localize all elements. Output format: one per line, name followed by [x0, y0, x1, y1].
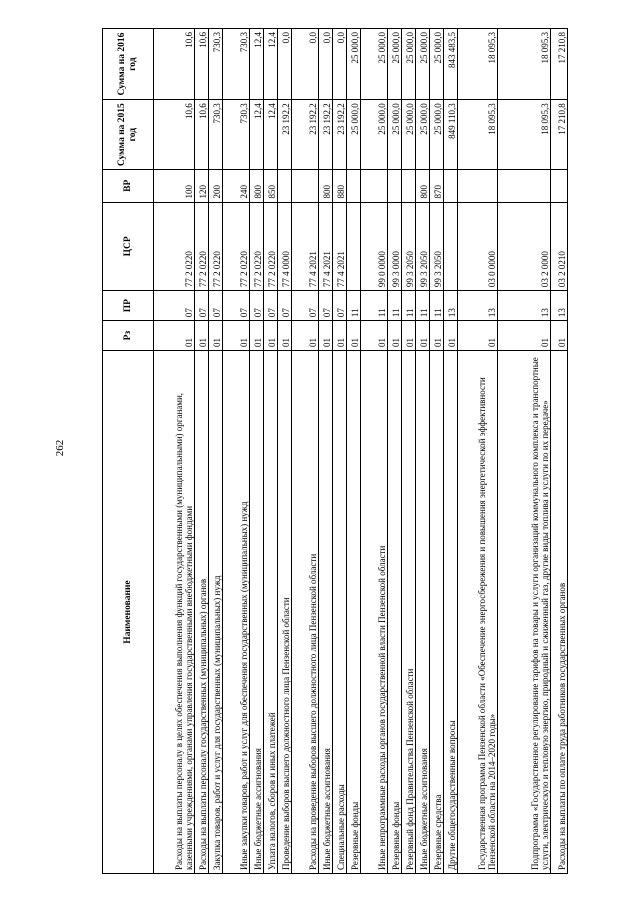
- row-vr: [498, 170, 551, 202]
- row-rz: 01: [264, 321, 278, 351]
- row-rz: 01: [195, 321, 209, 351]
- row-pr: 11: [361, 291, 388, 321]
- row-sum-2016: 17 210,8: [551, 29, 568, 100]
- table-row: [278, 29, 292, 874]
- row-sum-2015: 849 110,3: [444, 100, 458, 170]
- row-vr: [347, 170, 361, 202]
- row-pr: 07: [154, 291, 195, 321]
- row-csr: 77 2 0220: [264, 202, 278, 291]
- row-name: Проведение выборов высшего должностного лица Пензенской области: [278, 351, 292, 874]
- table-row: [223, 29, 250, 874]
- row-sum-2015: 25 000,0: [361, 100, 388, 170]
- row-csr: [444, 202, 458, 291]
- row-vr: 880: [333, 170, 347, 202]
- row-rz: 01: [209, 321, 223, 351]
- row-sum-2016: 25 000,0: [416, 29, 430, 100]
- row-sum-2016: 18 095,3: [458, 29, 498, 100]
- row-sum-2015: 25 000,0: [416, 100, 430, 170]
- rotated-page: [102, 28, 567, 874]
- row-vr: 800: [319, 170, 333, 202]
- row-sum-2016: 25 000,0: [347, 29, 361, 100]
- header-row: [103, 29, 154, 874]
- row-vr: 100: [154, 170, 195, 202]
- row-csr: 99 3 2050: [416, 202, 430, 291]
- row-name: Расходы на проведение выборов высшего должностного лица Пензенской области: [292, 351, 319, 874]
- row-sum-2015: 10,6: [195, 100, 209, 170]
- row-csr: 77 2 0220: [195, 202, 209, 291]
- table-row: [154, 29, 195, 874]
- row-pr: 07: [319, 291, 333, 321]
- row-pr: 13: [498, 291, 551, 321]
- row-csr: 77 4 2021: [333, 202, 347, 291]
- column-header-pr: ПР: [103, 291, 154, 321]
- row-sum-2016: 25 000,0: [388, 29, 402, 100]
- row-vr: 240: [223, 170, 250, 202]
- row-pr: 07: [278, 291, 292, 321]
- table-row: [250, 29, 264, 874]
- row-pr: 07: [223, 291, 250, 321]
- row-pr: 07: [209, 291, 223, 321]
- row-sum-2015: 730,3: [223, 100, 250, 170]
- row-pr: 13: [458, 291, 498, 321]
- row-sum-2015: 25 000,0: [347, 100, 361, 170]
- row-rz: 01: [551, 321, 568, 351]
- row-pr: 11: [402, 291, 416, 321]
- row-pr: 07: [250, 291, 264, 321]
- row-sum-2015: 12,4: [264, 100, 278, 170]
- row-name: Расходы на выплаты персоналу государственных (муниципальных) органов: [195, 351, 209, 874]
- row-sum-2016: 12,4: [250, 29, 264, 100]
- column-header-rz: Рз: [103, 321, 154, 351]
- row-name: Иные бюджетные ассигнования: [319, 351, 333, 874]
- row-rz: 01: [319, 321, 333, 351]
- row-csr: 77 2 0220: [209, 202, 223, 291]
- row-csr: 03 2 0000: [498, 202, 551, 291]
- row-rz: 01: [388, 321, 402, 351]
- table-row: [292, 29, 319, 874]
- table-row: [430, 29, 444, 874]
- row-csr: 99 3 0000: [388, 202, 402, 291]
- table-row: [195, 29, 209, 874]
- row-sum-2015: 10,6: [154, 100, 195, 170]
- row-sum-2016: 25 000,0: [430, 29, 444, 100]
- row-vr: [292, 170, 319, 202]
- row-csr: 77 4 0000: [278, 202, 292, 291]
- row-pr: 11: [430, 291, 444, 321]
- row-sum-2015: 23 192,2: [319, 100, 333, 170]
- table-row: [209, 29, 223, 874]
- page-number: 262: [54, 439, 66, 457]
- row-sum-2015: 17 210,8: [551, 100, 568, 170]
- row-vr: 800: [250, 170, 264, 202]
- row-sum-2016: 25 000,0: [361, 29, 388, 100]
- row-sum-2015: 12,4: [250, 100, 264, 170]
- row-name: Иные бюджетные ассигнования: [250, 351, 264, 874]
- row-pr: 11: [416, 291, 430, 321]
- table-row: [319, 29, 333, 874]
- column-header-sum-2015: Сумма на 2015 год: [103, 100, 154, 170]
- row-pr: 07: [264, 291, 278, 321]
- row-csr: 77 2 0220: [154, 202, 195, 291]
- column-header-name: Наименование: [103, 351, 154, 874]
- row-name: Резервный фонд Правительства Пензенской области: [402, 351, 416, 874]
- column-header-sum-2016: Сумма на 2016 год: [103, 29, 154, 100]
- row-sum-2016: 0,0: [292, 29, 319, 100]
- table-row: [551, 29, 568, 874]
- row-sum-2016: 12,4: [264, 29, 278, 100]
- row-rz: 01: [333, 321, 347, 351]
- row-name: Закупка товаров, работ и услуг для государственных (муниципальных) нужд: [209, 351, 223, 874]
- row-sum-2015: 23 192,2: [278, 100, 292, 170]
- row-csr: 77 4 2021: [319, 202, 333, 291]
- row-vr: [551, 170, 568, 202]
- row-csr: [347, 202, 361, 291]
- row-rz: 01: [444, 321, 458, 351]
- row-name: Иные закупки товаров, работ и услуг для обеспечения государственных (муниципальных) нужд: [223, 351, 250, 874]
- row-pr: 13: [551, 291, 568, 321]
- budget-table: [102, 28, 568, 874]
- row-vr: [361, 170, 388, 202]
- row-csr: 77 2 0220: [223, 202, 250, 291]
- row-pr: 07: [333, 291, 347, 321]
- row-rz: 01: [154, 321, 195, 351]
- table-row: [416, 29, 430, 874]
- column-header-csr: ЦСР: [103, 202, 154, 291]
- row-sum-2016: 10,6: [195, 29, 209, 100]
- row-name: Подпрограмма «Государственное регулирование тарифов на товары и услуги организаций коммунального комплекса и транспортные услуги, электрическую и тепловую энергию, природный и сжиженный газ, другие виды топлива и услуги по их передаче»: [498, 351, 551, 874]
- row-sum-2016: 730,3: [209, 29, 223, 100]
- row-rz: 01: [458, 321, 498, 351]
- row-name: Иные бюджетные ассигнования: [416, 351, 430, 874]
- table-row: [264, 29, 278, 874]
- row-sum-2016: 25 000,0: [402, 29, 416, 100]
- row-name: Резервные фонды: [347, 351, 361, 874]
- row-rz: 01: [361, 321, 388, 351]
- table-row: [388, 29, 402, 874]
- row-rz: 01: [430, 321, 444, 351]
- column-header-vr: ВР: [103, 170, 154, 202]
- row-sum-2015: 25 000,0: [430, 100, 444, 170]
- row-sum-2016: 0,0: [333, 29, 347, 100]
- row-name: Расходы на выплаты персоналу в целях обеспечения выполнения функций государственными (муниципальными) органами, казенными учреждениями, органами управления государственными внебюджетными фондами: [154, 351, 195, 874]
- row-csr: 03 2 0210: [551, 202, 568, 291]
- table-body: [154, 29, 568, 874]
- row-name: Государственная программа Пензенской области «Обеспечение энергосбережения и повышения энергетической эффективности Пензенской области на 2014–2020 годы»: [458, 351, 498, 874]
- row-vr: [402, 170, 416, 202]
- table-row: [402, 29, 416, 874]
- row-sum-2015: 25 000,0: [388, 100, 402, 170]
- table-row: [444, 29, 458, 874]
- row-sum-2015: 23 192,2: [292, 100, 319, 170]
- row-csr: 03 0 0000: [458, 202, 498, 291]
- row-pr: 11: [388, 291, 402, 321]
- row-vr: 200: [209, 170, 223, 202]
- row-vr: 120: [195, 170, 209, 202]
- row-rz: 01: [347, 321, 361, 351]
- row-name: Специальные расходы: [333, 351, 347, 874]
- row-pr: 13: [444, 291, 458, 321]
- row-sum-2015: 18 095,3: [498, 100, 551, 170]
- row-rz: 01: [498, 321, 551, 351]
- row-sum-2015: 730,3: [209, 100, 223, 170]
- row-rz: 01: [278, 321, 292, 351]
- row-csr: 99 0 0000: [361, 202, 388, 291]
- row-sum-2015: 18 095,3: [458, 100, 498, 170]
- row-vr: [278, 170, 292, 202]
- row-sum-2016: 10,6: [154, 29, 195, 100]
- table-row: [361, 29, 388, 874]
- row-rz: 01: [402, 321, 416, 351]
- row-csr: 77 4 2021: [292, 202, 319, 291]
- table-row: [498, 29, 551, 874]
- row-sum-2015: 23 192,2: [333, 100, 347, 170]
- row-vr: [388, 170, 402, 202]
- row-vr: [444, 170, 458, 202]
- row-csr: 77 2 0220: [250, 202, 264, 291]
- row-csr: 99 3 2050: [402, 202, 416, 291]
- row-vr: [458, 170, 498, 202]
- row-sum-2016: 730,3: [223, 29, 250, 100]
- table-header: [103, 29, 154, 874]
- row-sum-2016: 0,0: [319, 29, 333, 100]
- table-row: [458, 29, 498, 874]
- row-name: Расходы на выплаты по оплате труда работников государственных органов: [551, 351, 568, 874]
- row-csr: 99 3 2050: [430, 202, 444, 291]
- row-rz: 01: [416, 321, 430, 351]
- row-vr: 870: [430, 170, 444, 202]
- row-rz: 01: [250, 321, 264, 351]
- row-rz: 01: [292, 321, 319, 351]
- table-row: [333, 29, 347, 874]
- row-pr: 11: [347, 291, 361, 321]
- row-sum-2015: 25 000,0: [402, 100, 416, 170]
- row-vr: 800: [416, 170, 430, 202]
- row-sum-2016: 843 483,5: [444, 29, 458, 100]
- row-name: Другие общегосударственные вопросы: [444, 351, 458, 874]
- row-vr: 850: [264, 170, 278, 202]
- row-sum-2016: 0,0: [278, 29, 292, 100]
- row-name: Иные непрограммные расходы органов государственной власти Пензенской области: [361, 351, 388, 874]
- table-row: [347, 29, 361, 874]
- row-rz: 01: [223, 321, 250, 351]
- row-name: Уплата налогов, сборов и иных платежей: [264, 351, 278, 874]
- row-pr: 07: [195, 291, 209, 321]
- row-name: Резервные фонды: [388, 351, 402, 874]
- row-sum-2016: 18 095,3: [498, 29, 551, 100]
- row-name: Резервные средства: [430, 351, 444, 874]
- row-pr: 07: [292, 291, 319, 321]
